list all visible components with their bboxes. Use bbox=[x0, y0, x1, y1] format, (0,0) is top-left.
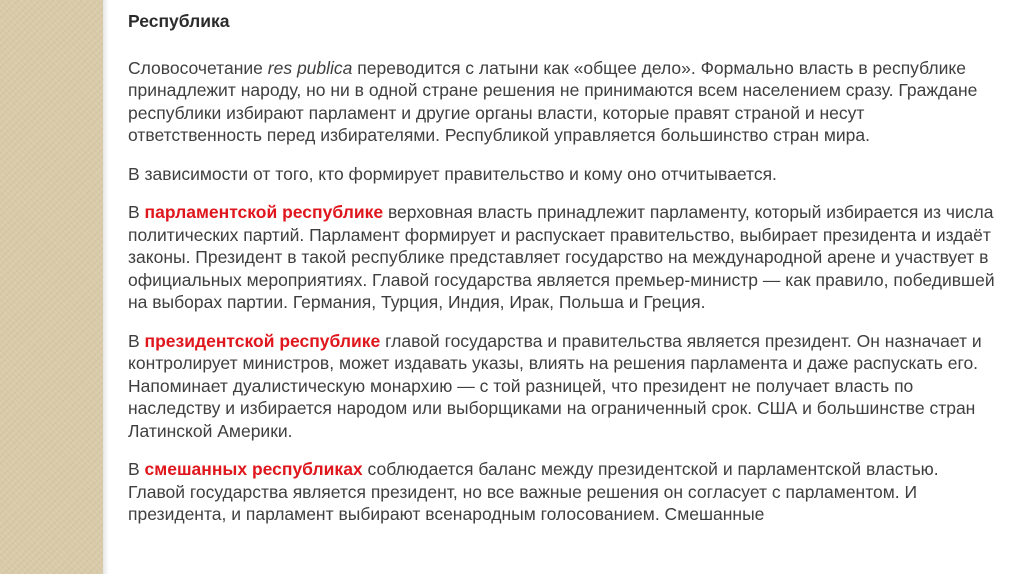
paragraph-mixed bbox=[128, 458, 1000, 526]
decorative-side-band bbox=[0, 0, 103, 574]
paragraph-classification: В зависимости от того, кто формирует правительство и кому оно отчитывается. bbox=[128, 163, 777, 184]
paragraph-text: верховная власть принадлежит парламенту, который избирается из числа политических партий. Парламент формирует и распускает правительство, выбирает президента и издаёт законы. Президент в такой республике представляет государство на международной арене и участвует в официальных мероприятиях. Главой государства является премьер-министр — как правило, победившей на выборах партии. Германия, Турция, Индия, Ирак, Польша и Греция. bbox=[128, 202, 995, 312]
paragraph-text: соблюдается баланс между президентской и парламентской властью. Главой государства является президент, но все важные решения он согласует с парламентом. И президента, и парламент выбирают всенародным голосованием. Смешанные bbox=[128, 459, 939, 524]
paragraph-presidential bbox=[128, 330, 1000, 443]
paragraph-text: В bbox=[128, 330, 145, 351]
paragraph-definition bbox=[128, 57, 1000, 147]
paragraph-text: В bbox=[128, 459, 145, 479]
paragraph-text: главой государства и правительства является президент. Он назначает и контролирует министров, может издавать указы, влиять на решения парламента и даже распускать его. Напоминает дуалистическую монархию — с той разницей, что президент не получает власть по наследству и избирается народом или выборщиками на ограниченный срок. США и большинстве стран Латинской Америки. bbox=[128, 330, 982, 441]
highlight-term: президентской республике bbox=[144, 330, 381, 351]
slide-title: Республика bbox=[128, 11, 230, 31]
highlight-term: смешанных республиках bbox=[144, 459, 363, 479]
highlight-term: парламентской республике bbox=[144, 202, 384, 222]
paragraph-parliamentary bbox=[128, 201, 1000, 314]
paragraph-text: В bbox=[128, 202, 145, 222]
italic-term: res publica bbox=[267, 57, 353, 78]
band-shadow bbox=[103, 0, 109, 574]
paragraph-text: Словосочетание bbox=[128, 57, 268, 78]
slide-content bbox=[128, 10, 1000, 542]
paragraph-text: переводится с латыни как «общее дело». Формально власть в республике принадлежит народу, но ни в одной стране решения не принимаются всем населением сразу. Граждане республики избирают парламент и другие органы власти, которые правят страной и несут ответственность перед избирателями. Республикой управляется большинство стран мира. bbox=[128, 57, 978, 145]
